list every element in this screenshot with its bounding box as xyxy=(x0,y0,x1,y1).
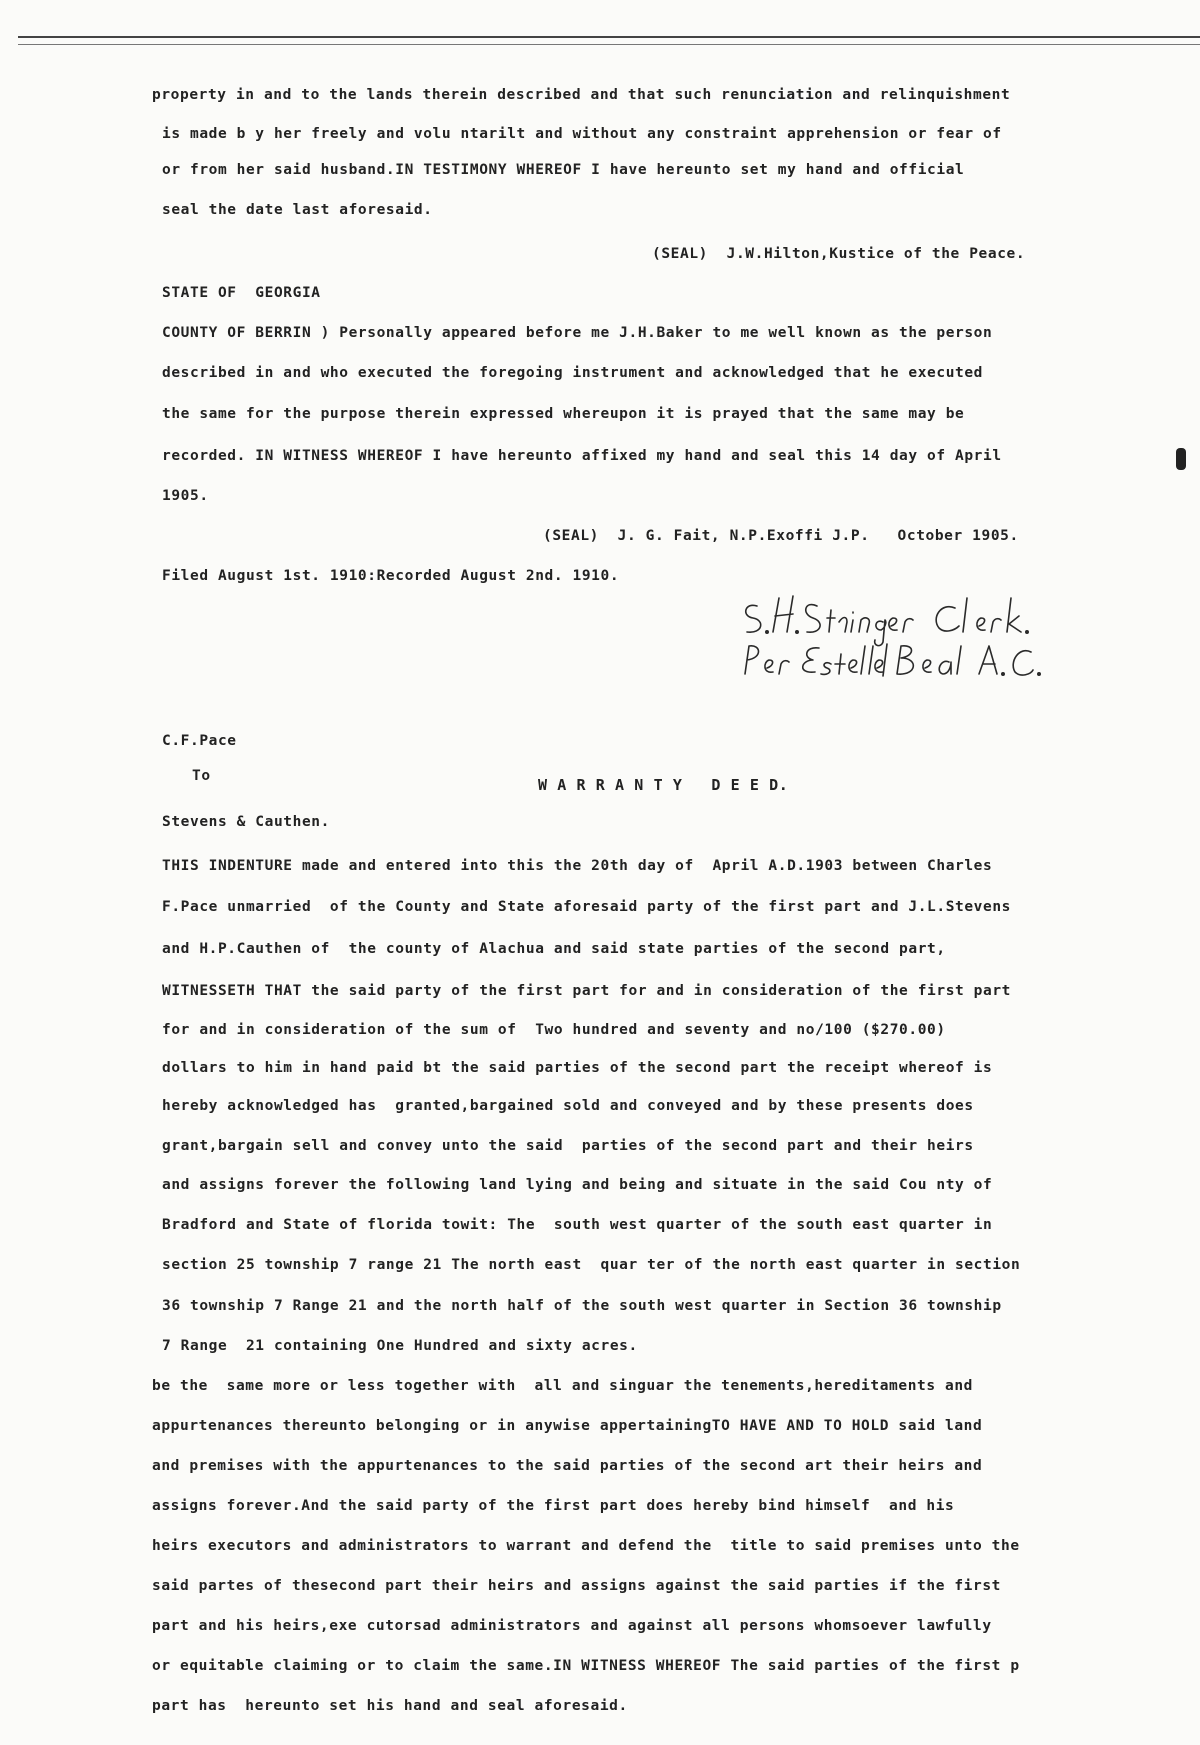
deed-title: W A R R A N T Y D E E D. xyxy=(538,776,789,794)
seal-line: (SEAL) J.W.Hilton,Kustice of the Peace. xyxy=(652,246,1026,262)
text-line: THIS INDENTURE made and entered into this the 20th day of April A.D.1903 between Charles xyxy=(162,858,993,874)
text-line: and assigns forever the following land lying and being and situate in the said Cou nty of xyxy=(162,1177,993,1193)
text-line: WITNESSETH THAT the said party of the first part for and in consideration of the first part xyxy=(162,983,1012,999)
text-line: dollars to him in hand paid bt the said parties of the second part the receipt whereof is xyxy=(162,1060,993,1076)
text-line: appurtenances thereunto belonging or in anywise appertainingTO HAVE AND TO HOLD said land xyxy=(152,1418,983,1434)
seal-line: (SEAL) J. G. Fait, N.P.Exoffi J.P. October 1905. xyxy=(543,528,1019,544)
text-line: Bradford and State of florida towit: The south west quarter of the south east quarter in xyxy=(162,1217,993,1233)
text-line: heirs executors and administrators to warrant and defend the title to said premises unto the xyxy=(152,1538,1020,1554)
text-line: and premises with the appurtenances to the said parties of the second art their heirs and xyxy=(152,1458,983,1474)
top-rule-secondary xyxy=(18,44,1200,45)
text-line: for and in consideration of the sum of Two hundred and seventy and no/100 ($270.00) xyxy=(162,1022,946,1038)
text-line: be the same more or less together with all and singuar the tenements,hereditaments and xyxy=(152,1378,974,1394)
text-line: 1905. xyxy=(162,488,209,504)
text-line: grant,bargain sell and convey unto the said parties of the second part and their heirs xyxy=(162,1138,974,1154)
grantee-name: Stevens & Cauthen. xyxy=(162,814,330,830)
grantor-name: C.F.Pace xyxy=(162,733,237,749)
text-line: and H.P.Cauthen of the county of Alachua and said state parties of the second part, xyxy=(162,941,946,957)
filed-line: Filed August 1st. 1910:Recorded August 2nd. 1910. xyxy=(162,568,620,584)
text-line: recorded. IN WITNESS WHEREOF I have hereunto affixed my hand and seal this 14 day of April xyxy=(162,448,1002,464)
text-line: is made b y her freely and volu ntarilt and without any constraint apprehension or fear of xyxy=(162,126,1002,142)
text-line: F.Pace unmarried of the County and State aforesaid party of the first part and J.L.Stevens xyxy=(162,899,1012,915)
text-line: part has hereunto set his hand and seal aforesaid. xyxy=(152,1698,628,1714)
text-line: seal the date last aforesaid. xyxy=(162,202,433,218)
text-line: section 25 township 7 range 21 The north east quar ter of the north east quarter in section xyxy=(162,1257,1021,1273)
to-label: To xyxy=(192,768,211,784)
text-line: or equitable claiming or to claim the same.IN WITNESS WHEREOF The said parties of the first p xyxy=(152,1658,1020,1674)
text-line: said partes of thesecond part their heirs and assigns against the said parties if the first xyxy=(152,1578,1002,1594)
text-line: hereby acknowledged has granted,bargained sold and conveyed and by these presents does xyxy=(162,1098,974,1114)
text-line: assigns forever.And the said party of the first part does hereby bind himself and his xyxy=(152,1498,955,1514)
text-line: COUNTY OF BERRIN ) Personally appeared before me J.H.Baker to me well known as the person xyxy=(162,325,993,341)
handwritten-signature xyxy=(735,588,1075,678)
text-line: STATE OF GEORGIA xyxy=(162,285,321,301)
text-line: or from her said husband.IN TESTIMONY WHEREOF I have hereunto set my hand and official xyxy=(162,162,965,178)
text-line: 36 township 7 Range 21 and the north half of the south west quarter in Section 36 township xyxy=(162,1298,1002,1314)
text-line: property in and to the lands therein described and that such renunciation and relinquishment xyxy=(152,87,1011,103)
text-line: part and his heirs,exe cutorsad administrators and against all persons whomsoever lawfully xyxy=(152,1618,992,1634)
top-rule xyxy=(18,36,1200,38)
text-line: 7 Range 21 containing One Hundred and sixty acres. xyxy=(162,1338,638,1354)
text-line: the same for the purpose therein expressed whereupon it is prayed that the same may be xyxy=(162,406,965,422)
text-line: described in and who executed the foregoing instrument and acknowledged that he executed xyxy=(162,365,984,381)
ink-blot xyxy=(1176,448,1186,470)
